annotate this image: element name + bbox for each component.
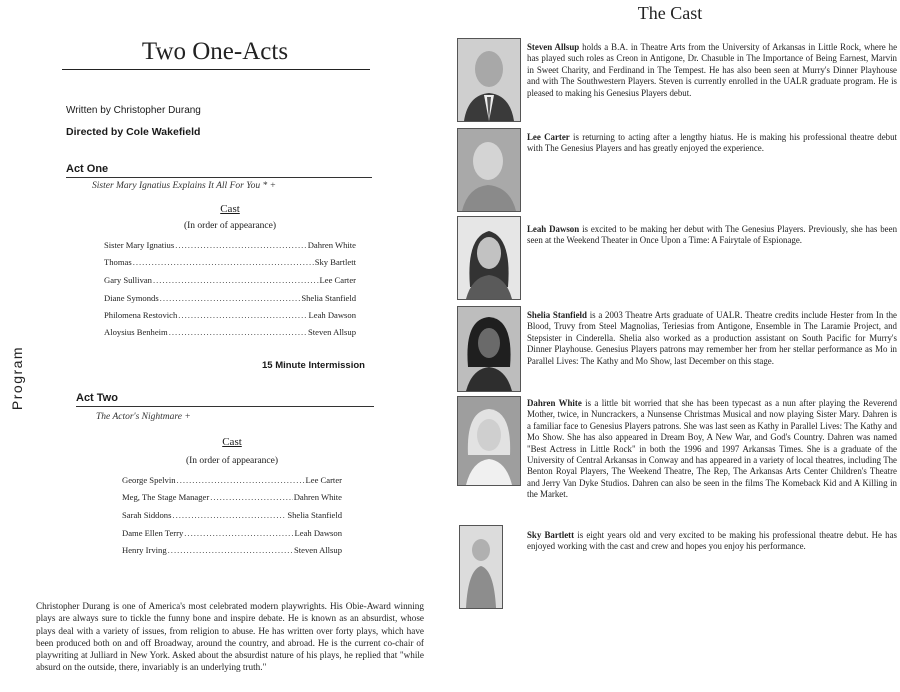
cast-row — [122, 510, 342, 522]
cast-member-name: Sky Bartlett — [527, 530, 575, 540]
cast-bio — [527, 310, 897, 367]
cast-bio-text: holds a B.A. in Theatre Arts from the University of Arkansas in Little Rock, where he has played such roles as Creon in Antigone, Dr. Chasuble in The Importance of Being Earnest, Marvin in Sweet Charity, and Ferdinand in The Tempest. He has also been seen at Murry's Dinner Playhouse and with The Southwestern Players. Steven is currently enrolled in the UALR graduate program. He is pleased to making his Genesius Players debut. — [527, 42, 898, 98]
written-by: Written by Christopher Durang — [66, 105, 201, 116]
cast-row — [104, 310, 356, 322]
author-bio: Christopher Durang is one of America's most celebrated modern playwrights. His Obie-Award winning plays are always sure to tickle the funny bone and inspire debate. He is known as an absurdist, whose plays deal with a variety of issues, from religion to abuse. He has written over forty plays, which have been produced both on and off Broadway, around the country, and abroad. He is the current co-chair of playwriting at Julliard in New York. Asked about the absurdist nature of his plays, he replied that "while absurd on the outside, there, invariably is an underlying truth." — [36, 601, 424, 673]
cast-row — [122, 545, 342, 557]
cast-bio-text: is a 2003 Theatre Arts graduate of UALR. Theatre credits include Hester from In the Blood, Truvy from Steel Magnolias, Teriesias from Antigone, Ensemble in The Laramie Project, and Stepsister in Cinderella. Shelia also worked as a production assistant on South Pacific for Murry's Dinner Playhouse. Genesius Players patrons may remember her from her stellar performance as Mo in Parallel Lives: The Kathy and Mo Show, last December on this stage. — [527, 310, 897, 366]
cast-bio-text: is returning to acting after a lengthy hiatus. He is making his professional theatre debut with The Genesius Players and has greatly enjoyed the experience. — [527, 132, 897, 154]
cast-bio — [527, 132, 897, 155]
cast-actor: Lee Carter — [319, 275, 356, 285]
cast-actor: Shelia Stanfield — [287, 510, 342, 520]
cast-actor: Steven Allsup — [294, 545, 342, 555]
intermission-note: 15 Minute Intermission — [262, 360, 365, 371]
act-one-order-note: (In order of appearance) — [183, 221, 277, 231]
headshot-photo — [457, 128, 521, 212]
cast-member-name: Steven Allsup — [527, 42, 580, 52]
program-side-label: Program — [9, 345, 25, 411]
cast-role: Dame Ellen Terry — [122, 528, 184, 538]
headshot-photo — [457, 306, 521, 392]
headshot-photo — [457, 396, 521, 486]
act-one-cast-heading: Cast — [220, 203, 240, 215]
cast-actor: Sky Bartlett — [314, 257, 356, 267]
cast-row — [122, 492, 342, 504]
cast-bio-text: is excited to be making her debut with The Genesius Players. Previously, she has been seen at the Weekend Theater in Once Upon a Time: A Fairytale of Espionage. — [527, 224, 898, 246]
program-title: Two One-Acts — [141, 38, 289, 65]
cast-actor: Dahren White — [293, 492, 342, 502]
cast-row — [104, 327, 356, 339]
headshot-photo — [459, 525, 503, 609]
cast-role: Diane Symonds — [104, 293, 159, 303]
act-two-play-title: The Actor's Nightmare + — [96, 412, 191, 422]
cast-row — [122, 475, 342, 487]
cast-actor: Leah Dawson — [308, 310, 356, 320]
act-two-heading: Act Two — [76, 392, 374, 407]
cast-actor: Leah Dawson — [294, 528, 342, 538]
cast-bio-text: is eight years old and very excited to be making his professional theatre debut. He has enjoyed working with the cast and crew and hopes you enjoy his performance. — [527, 530, 897, 552]
cast-member-name: Lee Carter — [527, 132, 570, 142]
cast-row — [104, 240, 356, 252]
cast-row — [104, 275, 356, 287]
directed-by: Directed by Cole Wakefield — [66, 126, 201, 138]
cast-member-name: Dahren White — [527, 398, 582, 408]
act-one-play-title: Sister Mary Ignatius Explains It All For You * + — [92, 181, 277, 191]
cast-row — [104, 293, 356, 305]
cast-actor: Shelia Stanfield — [301, 293, 356, 303]
cast-member-name: Leah Dawson — [527, 224, 580, 234]
cast-actor: Dahren White — [307, 240, 356, 250]
cast-role: Sarah Siddons — [122, 510, 172, 520]
cast-bio — [527, 398, 897, 501]
cast-role: Aloysius Benheim — [104, 327, 168, 337]
act-two-order-note: (In order of appearance) — [185, 456, 279, 466]
cast-role: Philomena Restovich — [104, 310, 178, 320]
cast-bio — [527, 42, 897, 99]
act-two-cast-heading: Cast — [222, 436, 242, 448]
cast-member-name: Shelia Stanfield — [527, 310, 587, 320]
title-divider — [62, 69, 370, 70]
cast-role: Meg, The Stage Manager — [122, 492, 210, 502]
cast-row — [122, 528, 342, 540]
cast-role: Henry Irving — [122, 545, 167, 555]
cast-bio — [527, 224, 897, 247]
cast-actor: Lee Carter — [305, 475, 342, 485]
cast-bio-text: is a little bit worried that she has been typecast as a nun after playing the Reverend Mother, twice, in Nuncrackers, a Nunsense Christmas Musical and now playing Sister Mary. Dahren is a familiar face to Genesius Players patrons. She was last seen as Kathy in Parallel Lives: The Kathy and Mo Show. She has also appeared in Dream Boy, A New War, and God's Country. Dahren was named "Best Actress in Little Rock" in both the 1996 and 1997 Arkansas Times. She is a graduate of the University of Central Arkansas in Conway and has appeared in a variety of local theatres, including The Benton Royal Players, The Weekend Theatre, The Rep, The Arkansas Arts Center Children's Theatre and Jerry Van Dyke Studios. Dahren can also be seen in the films The Komeback Kid and A Killing in the Market. — [527, 398, 898, 500]
headshot-photo — [457, 216, 521, 300]
act-one-heading: Act One — [66, 163, 372, 178]
cast-page-title: The Cast — [637, 3, 703, 23]
headshot-photo — [457, 38, 521, 122]
cast-role: George Spelvin — [122, 475, 176, 485]
cast-bio — [527, 530, 897, 553]
cast-row — [104, 257, 356, 269]
cast-actor: Steven Allsup — [308, 327, 356, 337]
cast-role: Gary Sullivan — [104, 275, 152, 285]
cast-role: Sister Mary Ignatius — [104, 240, 175, 250]
cast-role: Thomas — [104, 257, 132, 267]
